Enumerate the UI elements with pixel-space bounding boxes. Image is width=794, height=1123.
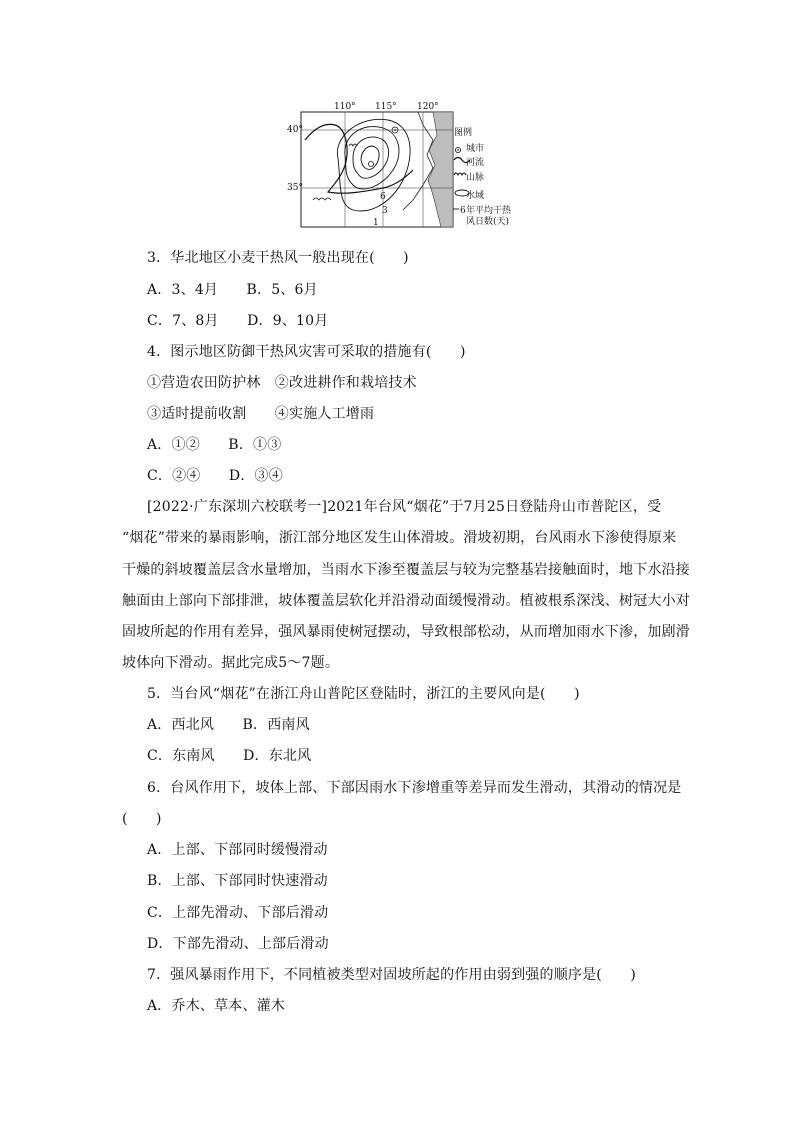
q3-stem: 3．华北地区小麦干热风一般出现在( ) [147,250,409,266]
q4-items-34: ③适时提前收割 ④实施人工增雨 [147,406,375,422]
river-symbol-icon [454,158,470,163]
map-drawing [283,100,469,230]
q6-option-a: A．上部、下部同时缓慢滑动 [147,842,328,858]
legend-isoline-line2: 风日数(天) [466,217,510,227]
q5-stem: 5．当台风“烟花”在浙江舟山普陀区登陆时，浙江的主要风向是( ) [147,686,580,702]
lat-label-35: 35° [287,183,303,193]
legend-symbols [452,140,472,220]
q4-items-12: ①营造农田防护林 ②改进耕作和栽培技术 [147,375,417,391]
legend-city: 城市 [466,144,485,154]
q4-options-cd: C．②④ D．③④ [147,468,283,484]
passage-line-3: 干燥的斜坡覆盖层含水量增加，当雨水下渗至覆盖层与较为完整基岩接触面时，地下水沿接 [122,562,690,578]
passage-line-4: 触面由上部向下部排泄，坡体覆盖层软化并沿滑动面缓慢滑动。植被根系深浅、树冠大小对 [122,593,690,609]
legend-isoline-line1: 年平均干热 [466,206,512,216]
contour-label-3: 3 [382,206,388,216]
dry-hot-wind-map [283,100,512,230]
legend-title: 图例 [454,128,473,138]
q3-options-cd: C．7、8月 D．9、10月 [147,313,329,329]
q6-stem-line-1: 6．台风作用下，坡体上部、下部因雨水下渗增重等差异而发生滑动，其滑动的情况是 [147,780,682,796]
q4-options-ab: A．①② B．①③ [147,437,282,453]
passage-line-2: “烟花”带来的暴雨影响，浙江部分地区发生山体滑坡。滑坡初期，台风雨水下渗使得原来 [122,530,677,546]
q3-options-ab: A．3、4月 B．5、6月 [147,282,318,298]
contour-label-6: 6 [380,192,386,202]
q7-option-a: A．乔木、草本、灌木 [147,998,286,1014]
mountain-symbol-icon [454,173,466,175]
lat-label-40: 40° [287,125,303,135]
q6-option-c: C．上部先滑动、下部后滑动 [147,905,329,921]
q6-stem-line-2: ( ) [122,811,162,827]
q5-options-ab: A．西北风 B．西南风 [147,717,310,733]
passage-line-1: [2022·广东深圳六校联考一]2021年台风“烟花”于7月25日登陆舟山市普陀区，受 [147,499,662,515]
q6-option-b: B．上部、下部同时快速滑动 [147,873,328,889]
q7-stem: 7．强风暴雨作用下，不同植被类型对固坡所起的作用由弱到强的顺序是( ) [147,967,637,983]
legend-mountain: 山脉 [466,173,485,183]
legend-water: 水域 [466,191,485,201]
passage-line-5: 固坡所起的作用有差异，强风暴雨使树冠摆动，导致根部松动，从而增加雨水下渗，加剧滑 [122,624,690,640]
q4-stem: 4．图示地区防御干热风灾害可采取的措施有( ) [147,344,466,360]
legend-river: 河流 [466,158,485,168]
lon-label-120: 120° [417,102,439,112]
q6-option-d: D．下部先滑动、上部后滑动 [147,936,329,952]
legend-isoline-value: 6 [460,206,466,216]
contour-label-1: 1 [373,218,379,228]
lon-label-115: 115° [375,102,397,112]
passage-line-6: 坡体向下滑动。据此完成5～7题。 [122,655,340,671]
water-symbol-icon [455,190,469,196]
lon-label-110: 110° [334,102,356,112]
q5-options-cd: C．东南风 D．东北风 [147,748,312,764]
